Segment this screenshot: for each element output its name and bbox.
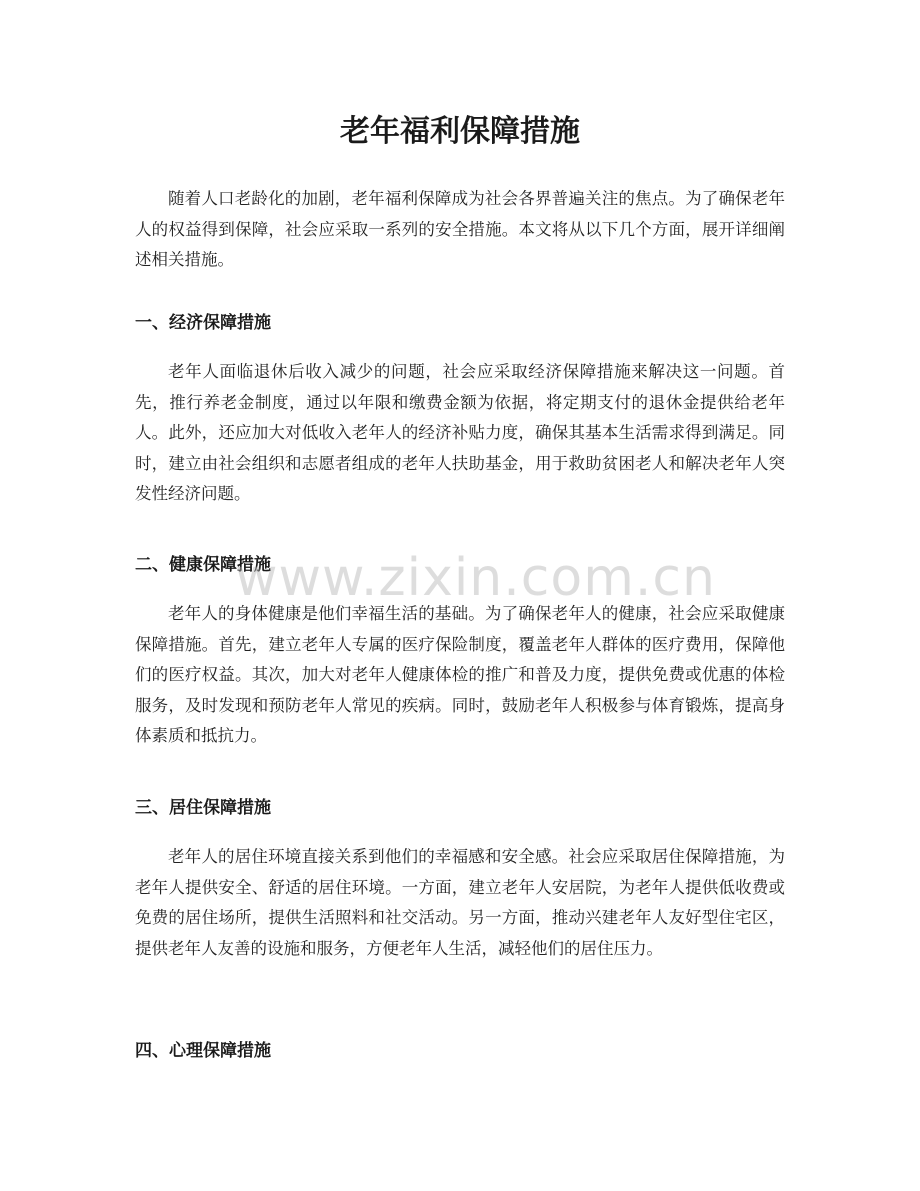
section-heading-housing: 三、居住保障措施 (135, 798, 271, 818)
watermark: www.zixin.com.cn (235, 548, 716, 608)
document-title: 老年福利保障措施 (340, 114, 580, 149)
section-body-economic: 老年人面临退休后收入减少的问题，社会应采取经济保障措施来解决这一问题。首先，推行养老金制度，通过以年限和缴费金额为依据，将定期支付的退休金提供给老年人。此外，还应加大对低收入老年人的经济补贴力度，确保其基本生活需求得到满足。同时，建立由社会组织和志愿者组成的老年人扶助基金，用于救助贫困老人和解决老年人突发性经济问题。 (135, 362, 785, 503)
section-body-health: 老年人的身体健康是他们幸福生活的基础。为了确保老年人的健康，社会应采取健康保障措施。首先，建立老年人专属的医疗保险制度，覆盖老年人群体的医疗费用，保障他们的医疗权益。其次，加大对老年人健康体检的推广和普及力度，提供免费或优惠的体检服务，及时发现和预防老年人常见的疾病。同时，鼓励老年人积极参与体育锻炼，提高身体素质和抵抗力。 (135, 604, 785, 745)
section-heading-health: 二、健康保障措施 (135, 555, 271, 575)
section-body-housing: 老年人的居住环境直接关系到他们的幸福感和安全感。社会应采取居住保障措施，为老年人提供安全、舒适的居住环境。一方面，建立老年人安居院，为老年人提供低收费或免费的居住场所，提供生活照料和社交活动。另一方面，推动兴建老年人友好型住宅区，提供老年人友善的设施和服务，方便老年人生活，减轻他们的居住压力。 (135, 847, 785, 958)
section-heading-psychological: 四、心理保障措施 (135, 1041, 271, 1061)
intro-paragraph: 随着人口老龄化的加剧，老年福利保障成为社会各界普遍关注的焦点。为了确保老年人的权益得到保障，社会应采取一系列的安全措施。本文将从以下几个方面，展开详细阐述相关措施。 (135, 189, 785, 269)
section-heading-economic: 一、经济保障措施 (135, 313, 271, 333)
